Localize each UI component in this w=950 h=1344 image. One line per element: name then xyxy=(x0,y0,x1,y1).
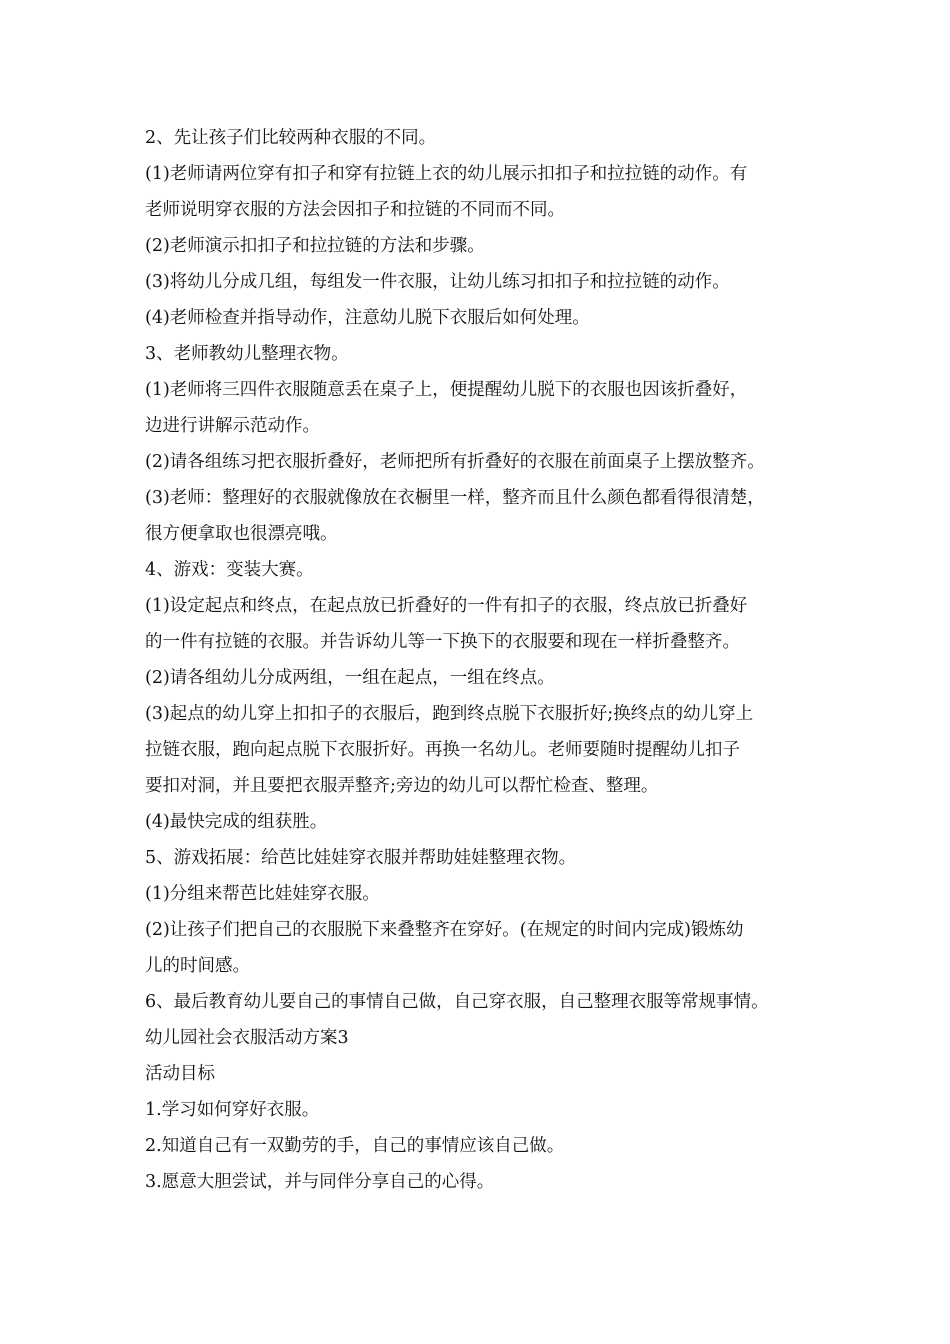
text-line: (4)老师检查并指导动作，注意幼儿脱下衣服后如何处理。 xyxy=(145,308,590,328)
text-line: (2)请各组幼儿分成两组，一组在起点，一组在终点。 xyxy=(145,668,555,688)
text-line: (2)让孩子们把自己的衣服脱下来叠整齐在穿好。(在规定的时间内完成)锻炼幼 xyxy=(145,920,744,940)
text-line: 老师说明穿衣服的方法会因扣子和拉链的不同而不同。 xyxy=(145,200,565,220)
section-heading: 4、游戏：变装大赛。 xyxy=(145,560,314,580)
text-line: (3)将幼儿分成几组，每组发一件衣服，让幼儿练习扣扣子和拉拉链的动作。 xyxy=(145,272,730,292)
text-line: (1)分组来帮芭比娃娃穿衣服。 xyxy=(145,884,380,904)
text-line: (3)起点的幼儿穿上扣扣子的衣服后，跑到终点脱下衣服折好;换终点的幼儿穿上 xyxy=(145,704,754,724)
section-heading: 6、最后教育幼儿要自己的事情自己做，自己穿衣服，自己整理衣服等常规事情。 xyxy=(145,992,769,1012)
list-item: 3.愿意大胆尝试，并与同伴分享自己的心得。 xyxy=(145,1172,495,1192)
list-item: 2.知道自己有一双勤劳的手，自己的事情应该自己做。 xyxy=(145,1136,565,1156)
text-line: (4)最快完成的组获胜。 xyxy=(145,812,328,832)
document-title: 幼儿园社会衣服活动方案3 xyxy=(145,1028,349,1048)
text-line: 的一件有拉链的衣服。并告诉幼儿等一下换下的衣服要和现在一样折叠整齐。 xyxy=(145,632,740,652)
text-line: 很方便拿取也很漂亮哦。 xyxy=(145,524,338,544)
text-line: (2)请各组练习把衣服折叠好，老师把所有折叠好的衣服在前面桌子上摆放整齐。 xyxy=(145,452,765,472)
text-line: 2、先让孩子们比较两种衣服的不同。 xyxy=(145,128,437,148)
text-line: (3)老师：整理好的衣服就像放在衣橱里一样，整齐而且什么颜色都看得很清楚， xyxy=(145,488,765,508)
text-line: 儿的时间感。 xyxy=(145,956,250,976)
text-line: 边进行讲解示范动作。 xyxy=(145,416,320,436)
document-body xyxy=(145,120,835,1200)
text-line: (1)老师将三四件衣服随意丢在桌子上，便提醒幼儿脱下的衣服也因该折叠好， xyxy=(145,380,748,400)
text-line: (1)设定起点和终点，在起点放已折叠好的一件有扣子的衣服，终点放已折叠好 xyxy=(145,596,748,616)
section-heading: 3、老师教幼儿整理衣物。 xyxy=(145,344,349,364)
section-heading: 活动目标 xyxy=(145,1064,215,1084)
text-line: 要扣对洞，并且要把衣服弄整齐;旁边的幼儿可以帮忙检查、整理。 xyxy=(145,776,659,796)
text-line: (2)老师演示扣扣子和拉拉链的方法和步骤。 xyxy=(145,236,485,256)
section-heading: 5、游戏拓展：给芭比娃娃穿衣服并帮助娃娃整理衣物。 xyxy=(145,848,577,868)
text-line: 拉链衣服，跑向起点脱下衣服折好。再换一名幼儿。老师要随时提醒幼儿扣子 xyxy=(145,740,740,760)
list-item: 1.学习如何穿好衣服。 xyxy=(145,1100,320,1120)
text-line: (1)老师请两位穿有扣子和穿有拉链上衣的幼儿展示扣扣子和拉拉链的动作。有 xyxy=(145,164,748,184)
